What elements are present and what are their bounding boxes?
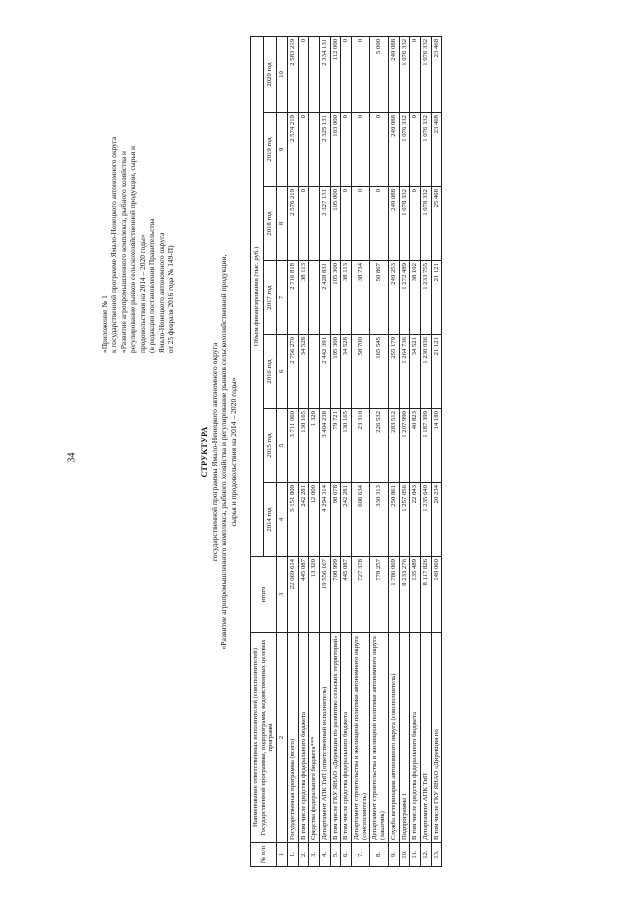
row-name: В том числе ГКУ ЯНАО «Дирекция по развитию сельских территорий» [330, 633, 341, 843]
row-year-value: 1 264 736 [399, 335, 410, 409]
row-year-value: 0 [410, 187, 421, 261]
row-total-value: 727 378 [352, 557, 370, 633]
row-year-value: 1 076 332 [399, 36, 410, 112]
row-year-value: 40 823 [410, 409, 421, 483]
title-line: государственной программы Ямало-Ненецкого автономного округа [210, 342, 219, 562]
row-year-value: 25 468 [431, 187, 442, 261]
row-year-value: 0 [298, 36, 309, 112]
row-year-value: 5 151 809 [287, 483, 298, 557]
row-year-value: 2 716 818 [287, 261, 298, 335]
row-number: 2. [298, 843, 309, 867]
row-number: 3. [309, 843, 320, 867]
column-index: 8 [277, 187, 288, 261]
row-number: 10. [399, 843, 410, 867]
appendix-header [100, 53, 176, 353]
row-year-value: 130 165 [341, 409, 352, 483]
table-header-row [251, 36, 264, 866]
appendix-line: регулирование рынков сельскохозяйственной продукции, сырья и [128, 146, 138, 353]
row-year-value: 98 678 [330, 483, 341, 557]
table-row [341, 36, 352, 866]
row-total-value: 135 489 [410, 557, 421, 633]
document-title: СТРУКТУРА [200, 426, 209, 478]
table-row [370, 36, 388, 866]
row-year-value: 0 [352, 36, 370, 112]
row-total-value: 8 233 276 [399, 557, 410, 633]
row-name: Департамент АПК ТиП (ответственный исполнитель) [319, 633, 330, 843]
row-year-value: 249 088 [388, 187, 399, 261]
row-year-value: 4 294 314 [319, 483, 330, 557]
row-name: В том числе средства федерального бюджета [410, 633, 421, 843]
row-name: В том числе ГКУ ЯНАО «Дирекция по [431, 633, 442, 843]
table-row [352, 36, 370, 866]
row-year-value: 1 320 [309, 409, 320, 483]
row-year-value: 130 165 [298, 409, 309, 483]
row-year-value: 34 528 [298, 335, 309, 409]
row-year-value: 112 000 [330, 36, 341, 112]
row-name: В том числе средства федерального бюджета [298, 633, 309, 843]
table-row [388, 36, 399, 866]
row-year-value: 58 700 [352, 335, 370, 409]
row-year-value: 2 574 219 [287, 113, 298, 187]
row-year-value: 1 078 332 [399, 187, 410, 261]
row-year-value: 34 521 [410, 335, 421, 409]
row-total-value: 149 060 [431, 557, 442, 633]
row-number: 9. [388, 843, 399, 867]
column-index: 6 [277, 335, 288, 409]
header-year: 2014 год [264, 483, 277, 557]
table-row [399, 36, 410, 866]
row-name: Служба ветеринарии автономного округа (соисполнитель) [388, 633, 399, 843]
row-total-value: 445 087 [298, 557, 309, 633]
column-index: 4 [277, 483, 288, 557]
row-number: 5. [330, 843, 341, 867]
row-year-value: 20 234 [431, 483, 442, 557]
column-index: 3 [277, 557, 288, 633]
column-index: 1 [277, 843, 288, 867]
row-year-value: 105 000 [330, 187, 341, 261]
table-row [410, 36, 421, 866]
header-year: 2018 год [264, 187, 277, 261]
table-row [319, 36, 330, 866]
row-year-value: 1 207 999 [399, 409, 410, 483]
row-year-value: 250 861 [388, 483, 399, 557]
title-line: сырья и продовольствия на 2014 – 2020 годы» [228, 377, 238, 527]
row-year-value: 1 076 332 [420, 36, 431, 112]
row-year-value: 0 [410, 36, 421, 112]
row-year-value: 38 113 [341, 261, 352, 335]
row-number: 8. [370, 843, 388, 867]
row-year-value: 0 [370, 113, 388, 187]
row-year-value: 3 711 060 [287, 409, 298, 483]
row-year-value: 3 404 238 [319, 409, 330, 483]
row-year-value: 38 734 [352, 261, 370, 335]
row-name: В том числе средства федерального бюджета [341, 633, 352, 843]
row-year-value: 2 583 219 [287, 36, 298, 112]
row-total-value: 708 999 [330, 557, 341, 633]
header-year: 2019 год [264, 113, 277, 187]
row-year-value: 0 [341, 187, 352, 261]
row-year-value: 249 088 [388, 36, 399, 112]
row-year-value: 5 000 [370, 36, 388, 112]
header-total: итого [251, 557, 277, 633]
row-year-value: 21 121 [431, 261, 442, 335]
row-year-value: 0 [341, 113, 352, 187]
row-year-value: 21 121 [431, 335, 442, 409]
column-index-row [277, 36, 288, 866]
row-name: Подпрограмма 1 [399, 633, 410, 843]
header-year: 2016 год [264, 335, 277, 409]
row-total-value: 445 087 [341, 557, 352, 633]
row-year-value: 242 281 [341, 483, 352, 557]
row-year-value: 38 102 [410, 261, 421, 335]
row-year-value: 0 [352, 187, 370, 261]
row-year-value: 1 076 332 [399, 113, 410, 187]
rotated-page-content [100, 17, 620, 887]
row-year-value: 0 [352, 113, 370, 187]
row-year-value [309, 335, 320, 409]
row-year-value: 1 078 332 [420, 187, 431, 261]
row-year-value [309, 113, 320, 187]
table-row [420, 36, 431, 866]
row-name: Государственная программа (всего) [287, 633, 298, 843]
row-total-value: 1 786 069 [388, 557, 399, 633]
row-number: 13. [431, 843, 442, 867]
appendix-line: к государственной программе Ямало-Ненецкого автономного округа [109, 136, 119, 353]
appendix-line: (в редакции постановления Правительства [147, 218, 157, 353]
row-name: Департамент строительства и жилищной политики автономного округа (соисполнитель) [352, 633, 370, 843]
column-index: 5 [277, 409, 288, 483]
row-year-value: 79 721 [330, 409, 341, 483]
appendix-line: от 25 февраля 2016 года № 149-П) [166, 245, 176, 353]
row-year-value: 23 468 [431, 113, 442, 187]
appendix-line: «Развитие агропромышленного комплекса, рыбного хозяйства и [118, 151, 128, 353]
row-total-value: 778 257 [370, 557, 388, 633]
row-year-value [309, 261, 320, 335]
row-year-value: 105 300 [330, 261, 341, 335]
row-year-value: 226 532 [370, 409, 388, 483]
column-index: 7 [277, 261, 288, 335]
row-year-value: 2 327 131 [319, 187, 330, 261]
row-year-value: 249 088 [388, 113, 399, 187]
row-number: 12. [420, 843, 431, 867]
row-number: 7. [352, 843, 370, 867]
row-year-value: 0 [298, 113, 309, 187]
row-number: 6. [341, 843, 352, 867]
table-row [287, 36, 298, 866]
page-number: 34 [66, 452, 78, 463]
row-total-value: 8 117 826 [420, 557, 431, 633]
row-year-value [309, 36, 320, 112]
column-index: 9 [277, 113, 288, 187]
row-year-value: 1 233 755 [420, 261, 431, 335]
row-year-value: 249 253 [388, 261, 399, 335]
row-year-value: 2 428 831 [319, 261, 330, 335]
row-year-value: 1 076 332 [420, 113, 431, 187]
row-year-value: 283 512 [388, 409, 399, 483]
appendix-line: продовольствия на 2014 – 2020 годы» [137, 234, 147, 353]
row-year-value: 1 257 056 [399, 483, 410, 557]
row-year-value: 22 043 [410, 483, 421, 557]
table-row [431, 36, 442, 866]
header-year: 2015 год [264, 409, 277, 483]
row-year-value: 0 [341, 36, 352, 112]
column-index: 2 [277, 633, 288, 843]
document-title-block [200, 17, 238, 887]
row-year-value: 2 334 131 [319, 36, 330, 112]
row-year-value: 12 000 [309, 483, 320, 557]
row-year-value: 255 179 [388, 335, 399, 409]
row-year-value: 1 272 489 [399, 261, 410, 335]
structure-table [250, 36, 442, 867]
appendix-line: «Приложение № 1 [100, 295, 109, 353]
column-index: 10 [277, 36, 288, 112]
table-row [298, 36, 309, 866]
row-year-value: 0 [298, 187, 309, 261]
row-number: 11. [410, 843, 421, 867]
row-year-value: 105 300 [330, 335, 341, 409]
row-year-value: 1 187 399 [420, 409, 431, 483]
row-year-value: 38 113 [298, 261, 309, 335]
row-year-value: 23 310 [352, 409, 370, 483]
row-year-value: 50 867 [370, 261, 388, 335]
row-year-value: 242 281 [298, 483, 309, 557]
row-year-value [309, 187, 320, 261]
row-year-value: 330 313 [370, 483, 388, 557]
header-funding: Объем финансирования (тыс. руб.) [251, 36, 264, 556]
row-number: 4. [319, 843, 330, 867]
row-year-value: 2 442 391 [319, 335, 330, 409]
header-name: Наименование ответственных исполнителей (соисполнителей) Государственной программы, подпрограмм, ведомственных целевых программ [251, 633, 277, 843]
header-year: 2017 год [264, 261, 277, 335]
table-row [309, 36, 320, 866]
row-year-value: 34 528 [341, 335, 352, 409]
row-year-value: 606 634 [352, 483, 370, 557]
row-name: Департамент строительства и жилищной политики автономного округа (заказчик) [370, 633, 388, 843]
header-year: 2020 год [264, 36, 277, 112]
header-num: № п/п [251, 843, 277, 867]
row-year-value: 2 576 219 [287, 187, 298, 261]
row-year-value: 2 756 270 [287, 335, 298, 409]
title-line: «Развитие агропромышленного комплекса, рыбного хозяйства и регулирование рынков сельскохозяйственной продукции, [219, 254, 229, 650]
row-number: 1. [287, 843, 298, 867]
row-year-value: 0 [410, 113, 421, 187]
row-total-value: 19 556 167 [319, 557, 330, 633]
row-year-value: 14 180 [431, 409, 442, 483]
row-year-value: 165 545 [370, 335, 388, 409]
row-year-value: 0 [370, 187, 388, 261]
row-year-value: 23 468 [431, 36, 442, 112]
table-row [330, 36, 341, 866]
row-name: Департамент АПК ТиП [420, 633, 431, 843]
row-name: Средства федерального бюджета*** [309, 633, 320, 843]
appendix-line: Ямало-Ненецкого автономного округа [156, 232, 166, 353]
row-year-value: 1 235 640 [420, 483, 431, 557]
row-year-value: 2 325 131 [319, 113, 330, 187]
row-total-value: 13 320 [309, 557, 320, 633]
row-year-value: 103 000 [330, 113, 341, 187]
row-year-value: 1 230 036 [420, 335, 431, 409]
row-total-value: 22 069 614 [287, 557, 298, 633]
